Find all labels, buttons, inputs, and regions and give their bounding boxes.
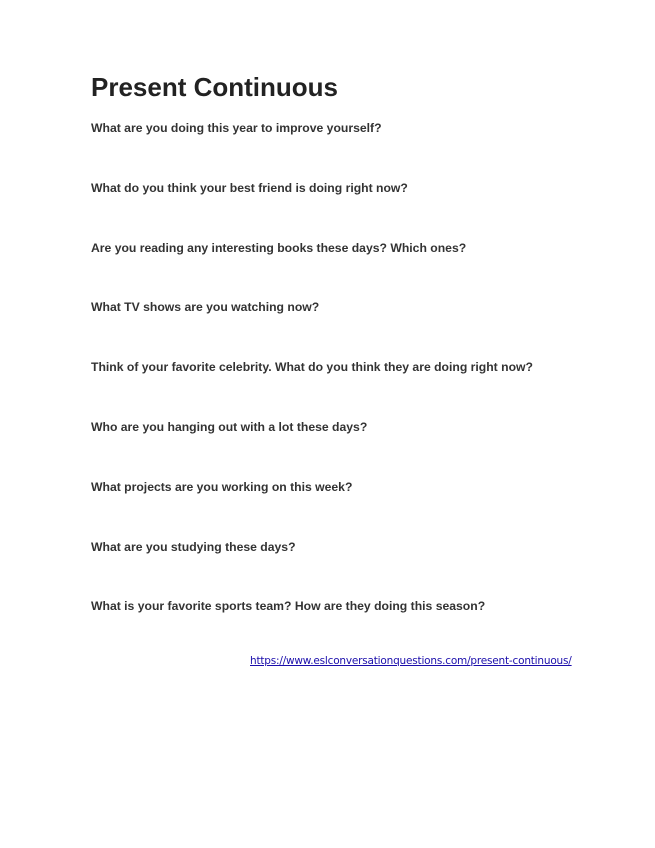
question-item: What do you think your best friend is doing right now? — [91, 180, 408, 195]
question-item: What are you studying these days? — [91, 539, 296, 554]
question-item: Are you reading any interesting books these days? Which ones? — [91, 240, 467, 255]
question-item: What TV shows are you watching now? — [91, 300, 320, 315]
question-item: What is your favorite sports team? How are they doing this season? — [91, 599, 486, 614]
page-title: Present Continuous — [91, 72, 339, 102]
question-item: Think of your favorite celebrity. What do you think they are doing right now? — [91, 360, 533, 375]
source-link[interactable]: https://www.eslconversationquestions.com/present-continuous/ — [250, 655, 572, 667]
question-item: What projects are you working on this week? — [91, 479, 353, 494]
question-item: Who are you hanging out with a lot these days? — [91, 419, 368, 434]
question-list — [91, 120, 533, 658]
question-item: What are you doing this year to improve yourself? — [91, 121, 382, 135]
